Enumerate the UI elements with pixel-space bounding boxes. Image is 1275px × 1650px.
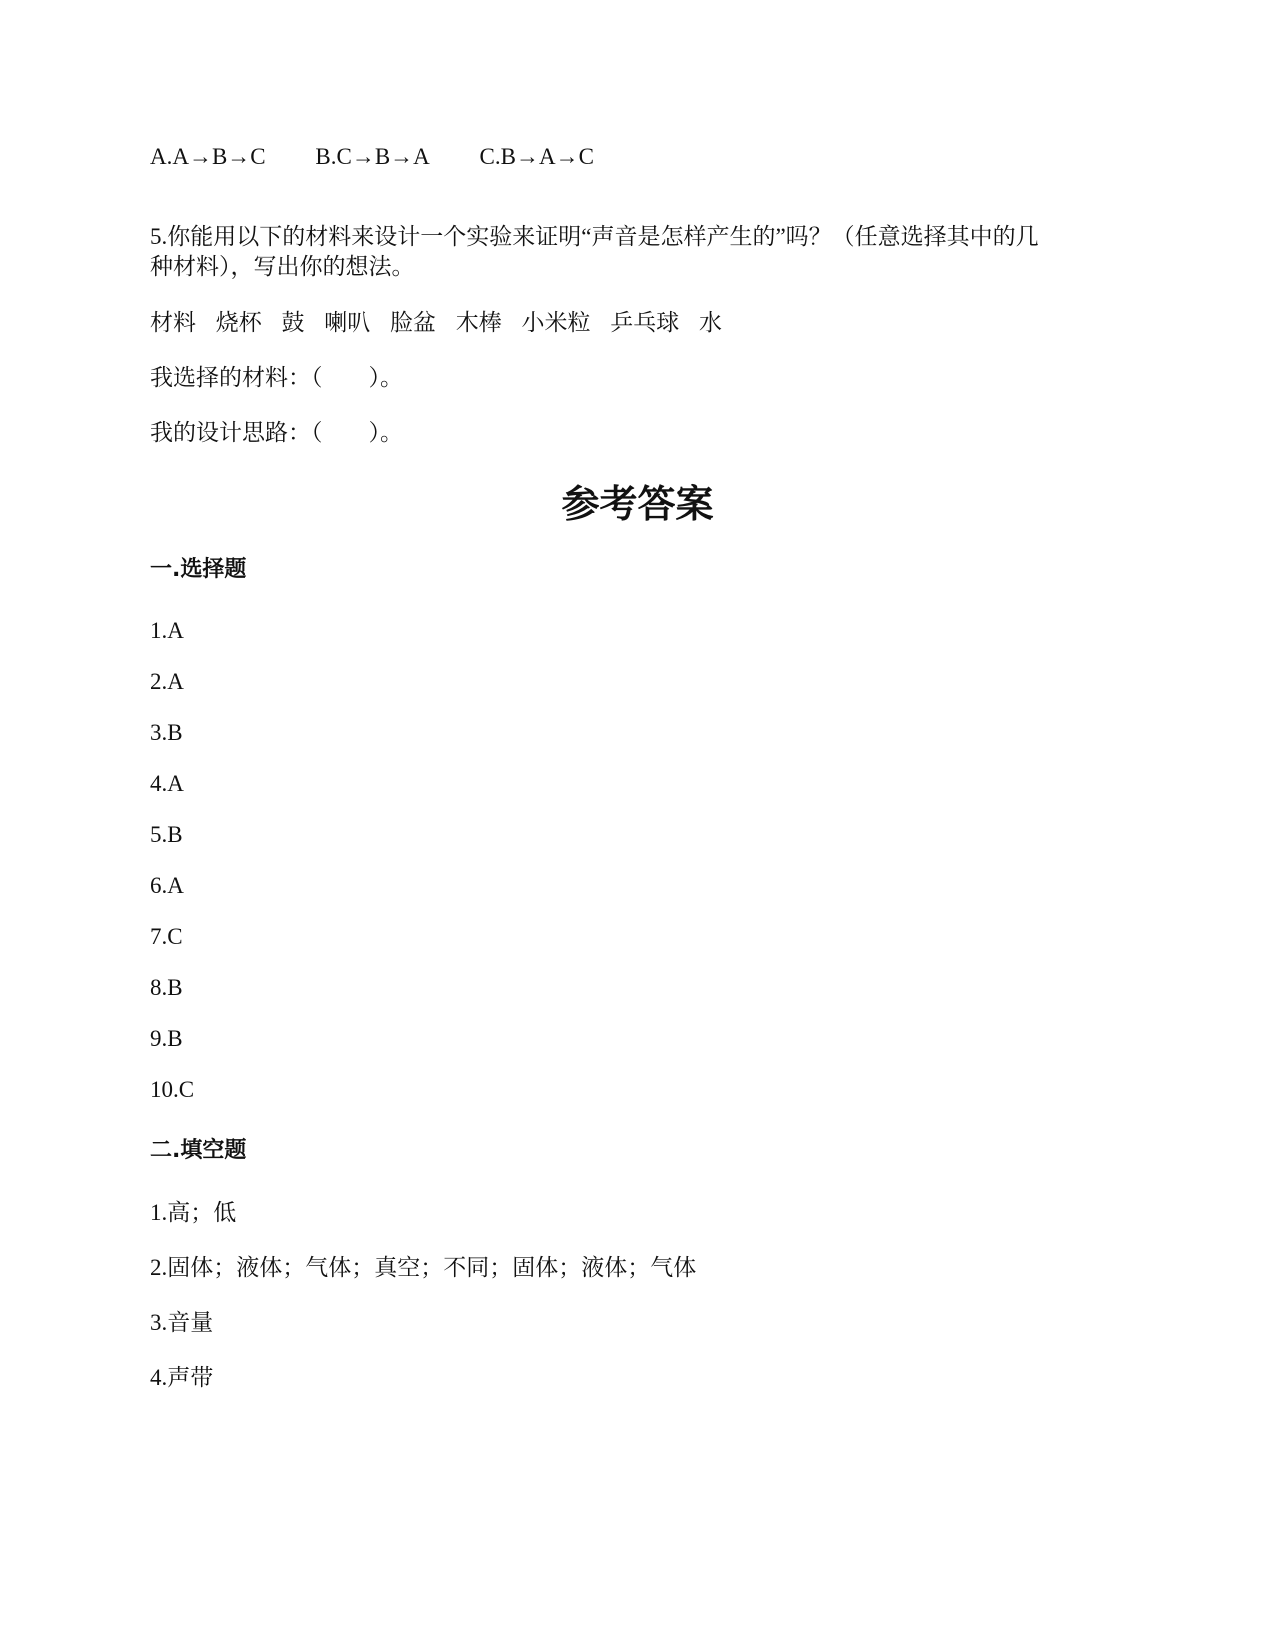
list-item: 5.B (150, 822, 183, 847)
q4-option-a: A.A→B→C (150, 144, 266, 169)
section2-heading: 二.填空题 (150, 1138, 247, 1163)
material-item: 木棒 (455, 310, 502, 335)
list-item: 4.A (150, 771, 184, 796)
list-item: 1.A (150, 618, 184, 643)
q4-options (150, 142, 638, 172)
answers-title: 参考答案 (561, 482, 714, 526)
q5-question-line1: 5.你能用以下的材料来设计一个实验来证明“声音是怎样产生的”吗？（任意选择其中的几 (150, 224, 1039, 249)
list-item: 6.A (150, 873, 184, 898)
q4-option-c: C.B→A→C (479, 144, 594, 169)
section1-answer-list (150, 616, 194, 1105)
section1-heading: 一.选择题 (150, 557, 247, 582)
material-item: 脸盆 (390, 310, 436, 335)
q5-chosen-materials: 我选择的材料：（ ）。 (150, 365, 403, 390)
q4-option-b: B.C→B→A (315, 144, 430, 169)
material-item: 小米粒 (521, 310, 591, 335)
section2-answer-list (150, 1198, 696, 1393)
list-item: 10.C (150, 1077, 195, 1102)
list-item: 7.C (150, 924, 183, 949)
list-item: 9.B (150, 1026, 183, 1051)
list-item: 2.A (150, 669, 184, 694)
material-item: 鼓 (281, 310, 305, 335)
material-item: 乒乓球 (610, 310, 680, 335)
q5-design-idea: 我的设计思路：（ ）。 (150, 420, 403, 445)
list-item: 8.B (150, 975, 183, 1000)
material-item: 烧杯 (215, 310, 262, 335)
list-item: 3.B (150, 720, 183, 745)
material-item: 喇叭 (324, 310, 371, 335)
q5-materials-list (150, 308, 736, 338)
materials-label: 材料 (150, 310, 196, 335)
list-item: 4.声带 (150, 1365, 214, 1390)
material-item: 水 (699, 310, 722, 335)
q5-question-line2: 种材料），写出你的想法。 (150, 254, 415, 279)
list-item: 2.固体；液体；气体；真空；不同；固体；液体；气体 (150, 1255, 697, 1280)
list-item: 3.音量 (150, 1310, 214, 1335)
list-item: 1.高；低 (150, 1200, 237, 1225)
